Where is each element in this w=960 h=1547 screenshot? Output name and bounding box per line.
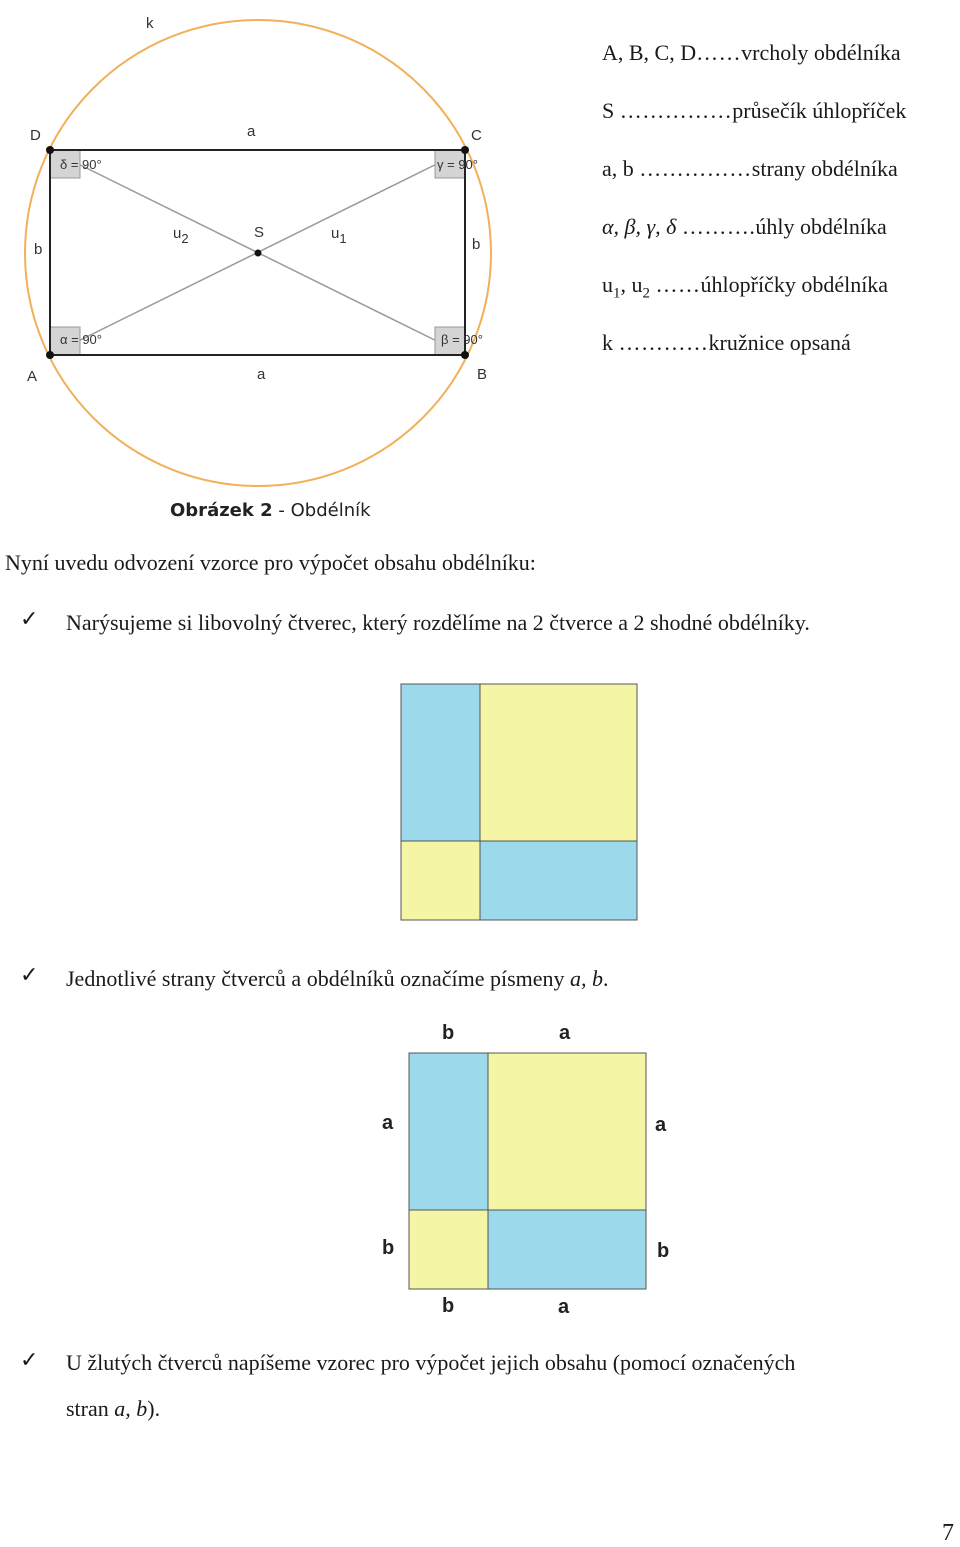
legend-dots: …… — [696, 40, 742, 65]
label-right-b: b — [657, 1240, 670, 1262]
legend-desc: vrcholy obdélníka — [741, 40, 901, 65]
step-3-line-1: U žlutých čtverců napíšeme vzorec pro výpočet jejich obsahu (pomocí označených — [66, 1350, 796, 1375]
legend-desc: úhly obdélníka — [755, 214, 887, 239]
angle-beta-label: β = 90° — [441, 332, 483, 347]
vertex-b-dot — [461, 351, 469, 359]
square-figure-2 — [408, 1052, 648, 1292]
vertex-c-dot — [461, 146, 469, 154]
legend-sub: 1 — [613, 285, 621, 302]
legend-desc: kružnice opsaná — [708, 330, 851, 355]
square-figure-1 — [400, 683, 640, 923]
legend-sub: 2 — [642, 285, 650, 302]
legend-dots: …………… — [639, 156, 752, 181]
blue-rectangle-bottom — [488, 1210, 646, 1289]
angle-delta-label: δ = 90° — [60, 157, 102, 172]
label-bottom-b: b — [442, 1295, 455, 1317]
checkmark-icon: ✓ — [20, 963, 39, 988]
page-number: 7 — [942, 1520, 954, 1546]
vertex-d-label: D — [30, 127, 41, 144]
legend-term: u — [602, 272, 613, 297]
step-2-body: Jednotlivé strany čtverců a obdélníků označíme písmeny — [66, 966, 571, 991]
center-s-dot — [255, 250, 262, 257]
diagonal-u2-label: u2 — [173, 225, 189, 246]
angle-alpha-label: α = 90° — [60, 332, 102, 347]
blue-rectangle-left — [401, 684, 480, 841]
legend-desc: úhlopříčky obdélníka — [700, 272, 889, 297]
legend-term: , u — [620, 272, 643, 297]
circle-k-label: k — [146, 15, 154, 32]
step-2-text — [66, 965, 609, 993]
legend-angles — [602, 214, 887, 240]
blue-rectangle-left — [409, 1053, 488, 1210]
legend-vertices — [602, 40, 901, 66]
legend-term: a, b — [602, 156, 634, 181]
figure-caption — [170, 500, 371, 521]
legend-dots: ………… — [618, 330, 709, 355]
legend-desc: průsečík úhlopříček — [732, 98, 907, 123]
legend-term: α, β, γ, δ — [602, 214, 677, 239]
legend-dots: …………… — [619, 98, 733, 123]
side-b-left-label: b — [34, 241, 43, 258]
legend-center — [602, 98, 906, 124]
legend-desc: strany obdélníka — [751, 156, 898, 181]
angle-gamma-label: γ = 90° — [437, 157, 478, 172]
label-left-a: a — [382, 1112, 394, 1134]
side-a-top-label: a — [247, 123, 256, 140]
center-s-label: S — [254, 224, 265, 241]
legend-term: S — [602, 98, 615, 123]
yellow-square-small — [409, 1210, 488, 1289]
yellow-square-small — [401, 841, 480, 920]
legend-dots: …… — [655, 272, 701, 297]
yellow-square-large — [488, 1053, 646, 1210]
side-a-bottom-label: a — [257, 366, 266, 383]
label-left-b: b — [382, 1237, 395, 1259]
caption-text: - Obdélník — [272, 500, 371, 521]
diagonal-u1-label: u1 — [331, 225, 347, 246]
vertex-d-dot — [46, 146, 54, 154]
legend-circle — [602, 330, 851, 356]
intro-paragraph: Nyní uvedu odvození vzorce pro výpočet obsahu obdélníku: — [5, 550, 536, 575]
label-top-b: b — [442, 1022, 455, 1044]
label-top-a: a — [559, 1022, 571, 1044]
side-b-right-label: b — [472, 236, 481, 253]
step-2-end: . — [603, 966, 609, 991]
step-3-math: a, b — [114, 1396, 148, 1421]
legend-term: A, B, C, D — [602, 40, 697, 65]
legend-sides — [602, 156, 898, 182]
checkmark-icon: ✓ — [20, 1348, 39, 1373]
step-3-body: stran — [66, 1396, 115, 1421]
step-1-text: Narýsujeme si libovolný čtverec, který rozdělíme na 2 čtverce a 2 shodné obdélníky. — [66, 610, 810, 635]
vertex-c-label: C — [471, 127, 482, 144]
rectangle-figure — [0, 0, 600, 495]
step-3-line-2 — [66, 1395, 160, 1423]
caption-number: Obrázek 2 — [170, 500, 273, 521]
legend-term: k — [602, 330, 613, 355]
yellow-square-large — [480, 684, 637, 841]
vertex-a-dot — [46, 351, 54, 359]
blue-rectangle-bottom — [480, 841, 637, 920]
step-3-end: ). — [147, 1396, 161, 1421]
vertex-a-label: A — [27, 368, 38, 385]
legend-dots: ………. — [681, 214, 756, 239]
checkmark-icon: ✓ — [20, 607, 39, 632]
legend-diagonals — [602, 272, 888, 306]
label-bottom-a: a — [558, 1296, 570, 1318]
vertex-b-label: B — [477, 366, 488, 383]
label-right-a: a — [655, 1114, 667, 1136]
step-2-math: a, b — [570, 966, 604, 991]
